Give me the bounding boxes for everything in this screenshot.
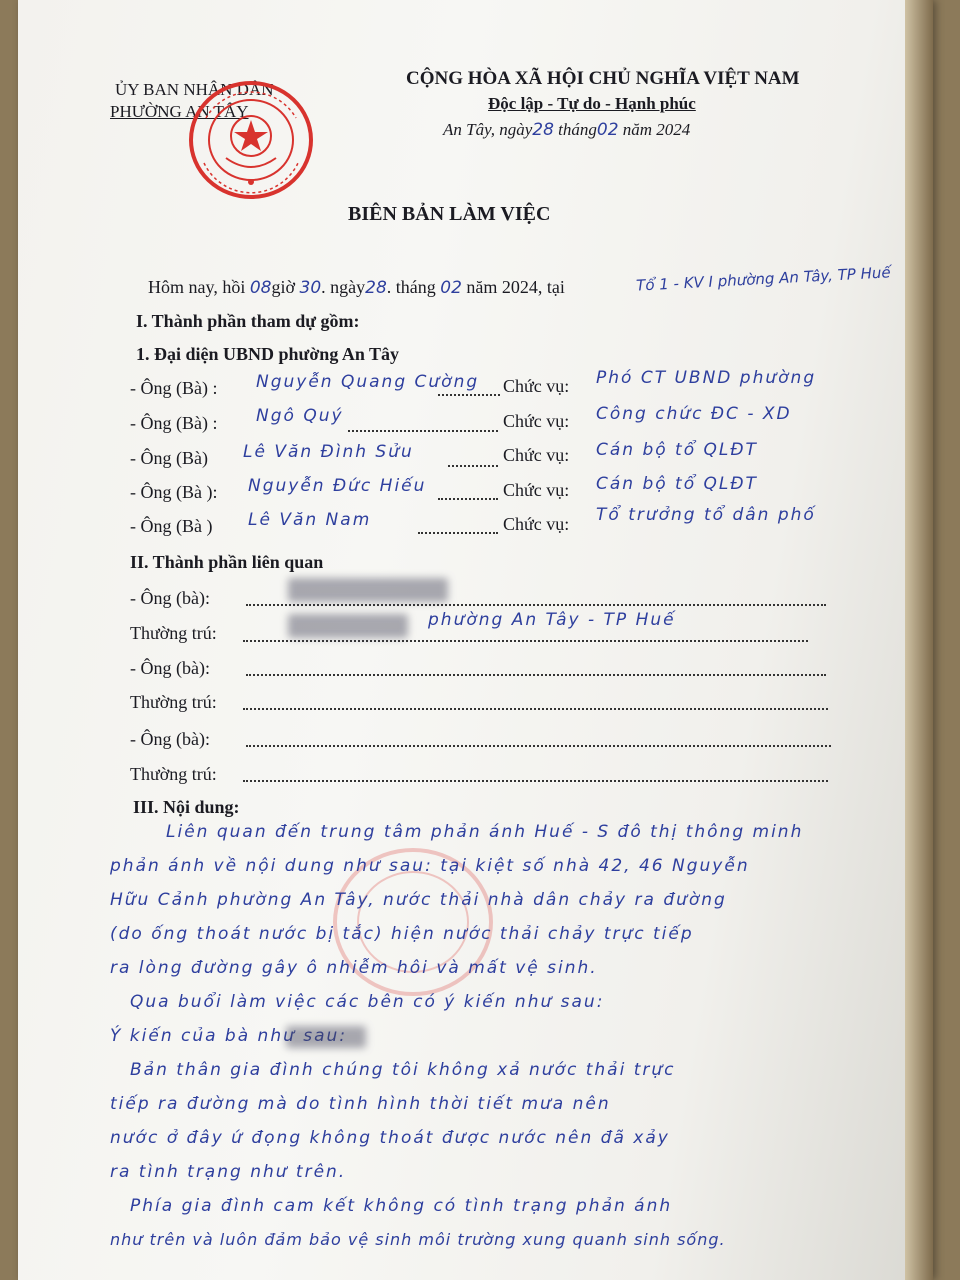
- content-line: ra lòng đường gây ô nhiễm hôi và mất vệ sinh.: [110, 958, 598, 978]
- document-title: BIÊN BẢN LÀM VIỆC: [348, 203, 551, 225]
- member-name: Lê Văn Đình Sửu: [243, 442, 414, 462]
- position-label: Chức vụ:: [503, 514, 570, 534]
- issue-date: An Tây, ngày28 tháng02 năm 2024: [443, 120, 691, 140]
- fill-line: [246, 604, 826, 606]
- member-position: Tổ trưởng tổ dân phố: [596, 505, 816, 525]
- content-line: phản ánh về nội dung như sau: tại kiệt số nhà 42, 46 Nguyễn: [110, 856, 750, 876]
- member-position: Cán bộ tổ QLĐT: [596, 474, 758, 494]
- fill-line: [438, 498, 498, 500]
- residence-label: Thường trú:: [130, 692, 217, 712]
- fill-line: [243, 780, 828, 782]
- member-name: Ngô Quý: [256, 406, 344, 426]
- org-line-2: PHƯỜNG AN TÂY: [110, 102, 249, 121]
- related-person-label: - Ông (bà):: [130, 729, 210, 749]
- fill-line: [243, 640, 808, 642]
- related-person-label: - Ông (bà):: [130, 658, 210, 678]
- official-stamp: [186, 78, 316, 202]
- redacted-address: [288, 614, 408, 638]
- content-line: nước ở đây ứ đọng không thoát được nước nên đã xảy: [110, 1128, 670, 1148]
- content-line: ra tình trạng như trên.: [110, 1162, 347, 1182]
- content-line: như trên và luôn đảm bảo vệ sinh môi trường xung quanh sinh sống.: [110, 1230, 726, 1249]
- fill-line: [246, 674, 826, 676]
- related-person-label: - Ông (bà):: [130, 588, 210, 608]
- member-label: - Ông (Bà) :: [130, 378, 218, 398]
- member-position: Cán bộ tổ QLĐT: [596, 440, 758, 460]
- position-label: Chức vụ:: [503, 411, 570, 431]
- content-line: Hữu Cảnh phường An Tây, nước thải nhà dân chảy ra đường: [110, 890, 727, 910]
- fill-line: [243, 708, 828, 710]
- motto: Độc lập - Tự do - Hạnh phúc: [488, 94, 696, 113]
- redacted-name: [286, 1026, 366, 1048]
- country-name: CỘNG HÒA XÃ HỘI CHỦ NGHĨA VIỆT NAM: [406, 68, 800, 89]
- fill-line: [438, 394, 500, 396]
- content-line: (do ống thoát nước bị tắc) hiện nước thải chảy trực tiếp: [110, 924, 694, 944]
- residence-label: Thường trú:: [130, 764, 217, 784]
- content-line: Qua buổi làm việc các bên có ý kiến như sau:: [130, 992, 605, 1012]
- section-2-heading: II. Thành phần liên quan: [130, 552, 324, 572]
- fill-line: [246, 745, 831, 747]
- content-line: Phía gia đình cam kết không có tình trạng phản ánh: [130, 1196, 673, 1216]
- member-position: Công chức ĐC - XD: [596, 404, 792, 424]
- member-name: Nguyễn Đức Hiếu: [248, 476, 427, 496]
- position-label: Chức vụ:: [503, 480, 570, 500]
- fill-line: [348, 430, 498, 432]
- member-label: - Ông (Bà ): [130, 516, 213, 536]
- content-line: Ý kiến của bà như sau:: [110, 1026, 348, 1046]
- meeting-place: Tổ 1 - KV I phường An Tây, TP Huế: [635, 263, 892, 295]
- document-page: [18, 0, 933, 1280]
- fill-line: [418, 532, 498, 534]
- related-residence: phường An Tây - TP Huế: [428, 610, 676, 630]
- section-3-heading: III. Nội dung:: [133, 797, 240, 817]
- fill-line: [448, 465, 498, 467]
- residence-label: Thường trú:: [130, 623, 217, 643]
- member-label: - Ông (Bà): [130, 448, 208, 468]
- content-line: Liên quan đến trung tâm phản ánh Huế - S đô thị thông minh: [166, 822, 804, 842]
- org-line-1: ỦY BAN NHÂN DÂN: [115, 80, 274, 99]
- member-name: Lê Văn Nam: [248, 510, 372, 530]
- redacted-name: [288, 578, 448, 602]
- section-1-heading: I. Thành phần tham dự gồm:: [136, 311, 360, 331]
- content-line: Bản thân gia đình chúng tôi không xả nước thải trực: [130, 1060, 676, 1080]
- position-label: Chức vụ:: [503, 376, 570, 396]
- section-1-subheading: 1. Đại diện UBND phường An Tây: [136, 344, 400, 364]
- page-edge-shadow: [905, 0, 933, 1280]
- intro-line: Hôm nay, hồi 08giờ 30. ngày28. tháng 02 năm 2024, tại: [148, 277, 565, 298]
- member-name: Nguyễn Quang Cường: [256, 372, 480, 392]
- member-label: - Ông (Bà) :: [130, 413, 218, 433]
- member-label: - Ông (Bà ):: [130, 482, 218, 502]
- content-line: tiếp ra đường mà do tình hình thời tiết mưa nên: [110, 1094, 611, 1114]
- member-position: Phó CT UBND phường: [596, 368, 817, 388]
- position-label: Chức vụ:: [503, 445, 570, 465]
